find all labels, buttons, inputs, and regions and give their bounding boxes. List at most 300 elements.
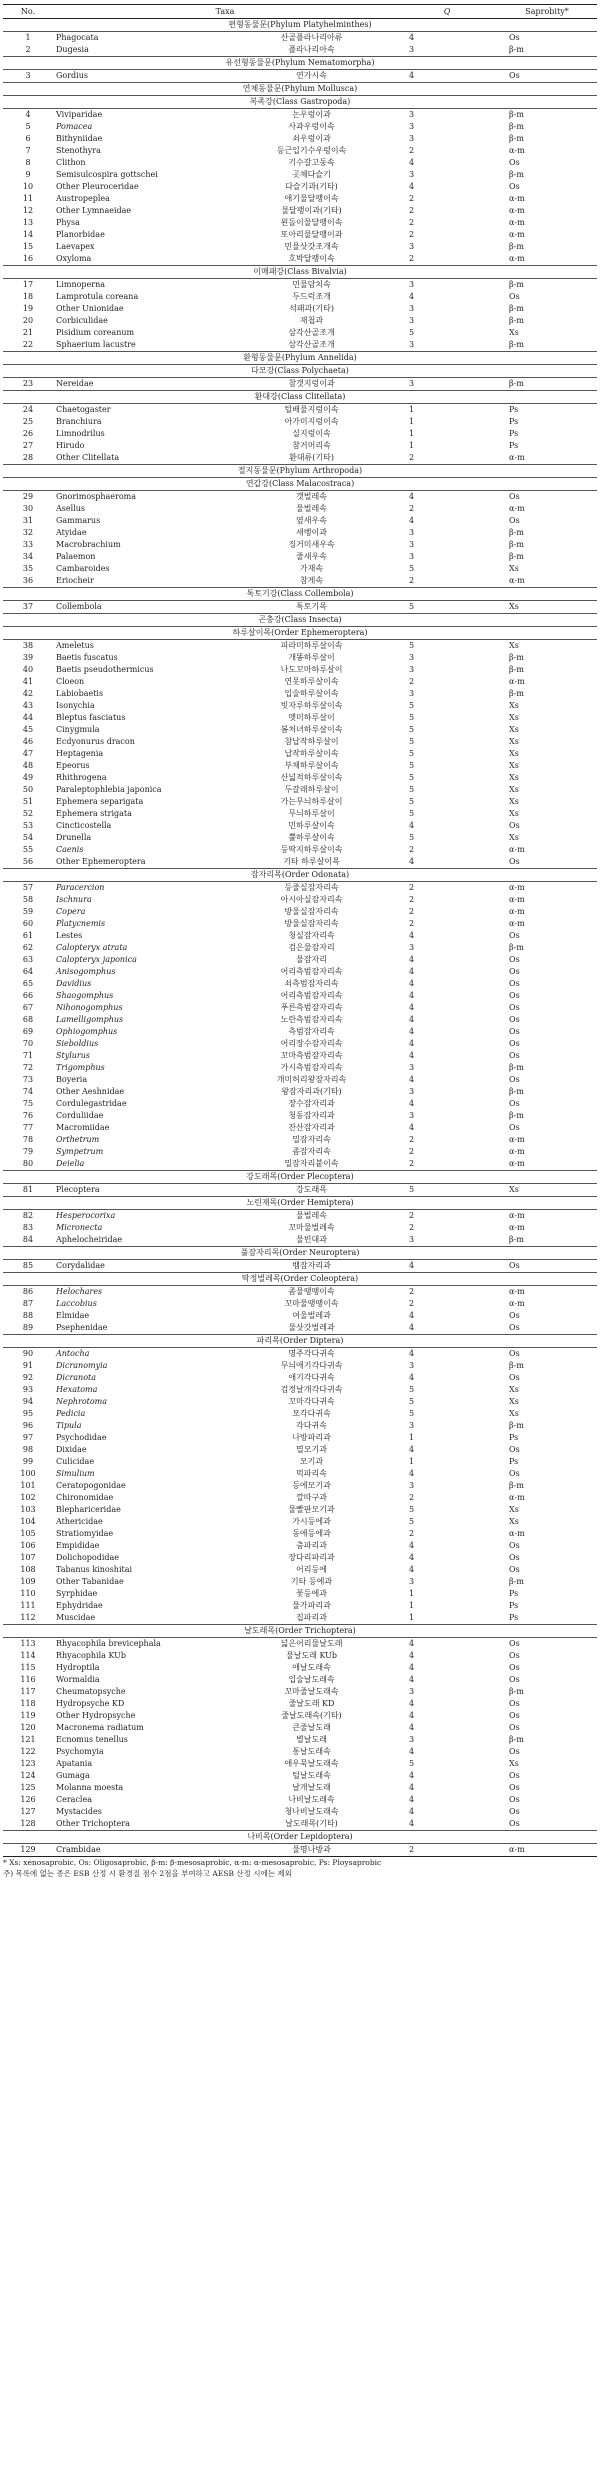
saprobity-class: Xs [509, 785, 519, 794]
table-row [3, 145, 597, 157]
table-row [3, 133, 597, 145]
table-row [3, 990, 597, 1002]
taxon-korean-name: 강도래목 [296, 1185, 327, 1194]
table-row [3, 1818, 597, 1831]
taxon-scientific-name: Calopteryx atrata [56, 943, 128, 952]
saprobity-class: Ps [509, 1589, 519, 1598]
table-row [3, 1758, 597, 1770]
taxon-scientific-name: Eriocheir [56, 576, 94, 585]
taxon-scientific-name: Gumaga [56, 1771, 90, 1780]
taxon-korean-name: 민물담치속 [292, 280, 331, 289]
quality-score: 5 [409, 564, 415, 573]
taxon-korean-name: 검정날개각다귀속 [280, 1385, 343, 1394]
table-row [3, 978, 597, 990]
saprobity-class: Os [509, 292, 520, 301]
table-row [3, 327, 597, 339]
quality-score: 5 [409, 1517, 415, 1526]
taxon-scientific-name: Bithyniidae [56, 134, 103, 143]
row-number: 68 [22, 1015, 34, 1024]
row-number: 81 [22, 1185, 34, 1194]
group-title: 톡토기강(Class Collembola) [3, 588, 597, 601]
table-row [3, 1734, 597, 1746]
group-title: 환대강(Class Clitellata) [3, 391, 597, 404]
table-row [3, 1184, 597, 1197]
taxon-scientific-name: Psephenidae [56, 1323, 108, 1332]
saprobity-class: Os [509, 33, 520, 42]
row-number: 110 [20, 1589, 36, 1598]
taxon-korean-name: 산골플라나리아류 [280, 33, 343, 42]
taxon-scientific-name: Sympetrum [56, 1147, 104, 1156]
table-row [3, 1444, 597, 1456]
row-number: 51 [22, 797, 34, 806]
taxon-korean-name: 장수잠자리과 [288, 1099, 335, 1108]
taxon-korean-name: 밀잠자리붙이속 [284, 1159, 339, 1168]
table-row [3, 1234, 597, 1247]
table-row [3, 1432, 597, 1444]
table-row [3, 1110, 597, 1122]
row-number: 64 [22, 967, 34, 976]
group-header-row [3, 83, 597, 96]
row-number: 124 [20, 1771, 36, 1780]
quality-score: 2 [409, 218, 415, 227]
saprobity-class: β-m [509, 689, 524, 698]
taxon-scientific-name: Trigomphus [56, 1063, 105, 1072]
saprobity-class: β-m [509, 1687, 524, 1696]
quality-score: 4 [409, 1099, 415, 1108]
table-row [3, 121, 597, 133]
quality-score: 4 [409, 979, 415, 988]
saprobity-class: Os [509, 1819, 520, 1828]
taxon-korean-name: 호박달팽이속 [288, 254, 335, 263]
taxon-korean-name: 환대류(기타) [289, 453, 334, 462]
group-header-row [3, 57, 597, 70]
table-row [3, 1026, 597, 1038]
table-row [3, 303, 597, 315]
taxon-korean-name: 여울벌레과 [292, 1311, 331, 1320]
row-number: 66 [22, 991, 34, 1000]
saprobity-class: α-m [509, 576, 525, 585]
taxon-scientific-name: Macronema radiatum [56, 1723, 144, 1732]
taxon-korean-name: 방울실잠자리속 [284, 907, 339, 916]
row-number: 79 [22, 1147, 34, 1156]
taxon-scientific-name: Hesperocorixa [56, 1211, 116, 1220]
quality-score: 3 [409, 689, 415, 698]
saprobity-class: Os [509, 1723, 520, 1732]
row-number: 97 [22, 1433, 34, 1442]
taxon-scientific-name: Pedicia [56, 1409, 86, 1418]
taxon-korean-name: 민물삿갓조개속 [284, 242, 339, 251]
saprobity-class: α-m [509, 453, 525, 462]
saprobity-class: Os [509, 182, 520, 191]
quality-score: 4 [409, 1795, 415, 1804]
row-number: 45 [22, 725, 34, 734]
taxon-korean-name: 참게속 [299, 576, 324, 585]
taxon-scientific-name: Caenis [56, 845, 84, 854]
taxon-scientific-name: Other Tabanidae [56, 1577, 124, 1586]
quality-score: 3 [409, 379, 415, 388]
quality-score: 1 [409, 417, 415, 426]
quality-score: 2 [409, 206, 415, 215]
row-number: 96 [22, 1421, 34, 1430]
taxon-scientific-name: Stratiomyidae [56, 1529, 114, 1538]
table-row [3, 1770, 597, 1782]
taxon-scientific-name: Lestes [56, 931, 83, 940]
taxon-korean-name: 좀잠자리속 [292, 1147, 331, 1156]
row-number: 18 [22, 292, 34, 301]
row-number: 24 [22, 405, 34, 414]
quality-score: 4 [409, 1051, 415, 1060]
saprobity-class: β-m [509, 1481, 524, 1490]
taxon-scientific-name: Ceraclea [56, 1795, 92, 1804]
table-row [3, 652, 597, 664]
taxon-korean-name: 입술하루살이속 [284, 689, 339, 698]
row-number: 114 [20, 1651, 36, 1660]
table-row [3, 1286, 597, 1299]
table-row [3, 1552, 597, 1564]
saprobity-class: Os [509, 979, 520, 988]
saprobity-class: Os [509, 1123, 520, 1132]
table-row [3, 1310, 597, 1322]
quality-score: 5 [409, 833, 415, 842]
taxon-korean-name: 두드럭조개 [292, 292, 331, 301]
saprobity-class: Ps [509, 1601, 519, 1610]
row-number: 17 [22, 280, 34, 289]
taxon-scientific-name: Other Lymnaeidae [56, 206, 132, 215]
saprobity-class: Xs [509, 641, 519, 650]
taxon-korean-name: 등딱지하루살이속 [280, 845, 343, 854]
taxon-korean-name: 가시측범잠자리속 [280, 1063, 343, 1072]
table-row [3, 1146, 597, 1158]
taxon-scientific-name: Tabanus kinoshitai [56, 1565, 133, 1574]
quality-score: 4 [409, 1699, 415, 1708]
saprobity-class: Xs [509, 809, 519, 818]
taxon-scientific-name: Nereidae [56, 379, 94, 388]
taxon-scientific-name: Ephemera separigata [56, 797, 144, 806]
quality-score: 5 [409, 713, 415, 722]
row-number: 13 [22, 218, 34, 227]
table-row [3, 942, 597, 954]
taxon-korean-name: 물빨판모기과 [288, 1505, 335, 1514]
saprobity-class: α-m [509, 218, 525, 227]
taxon-korean-name: 모각다귀속 [292, 1409, 331, 1418]
row-number: 56 [22, 857, 34, 866]
group-header-row [3, 869, 597, 882]
taxon-scientific-name: Sieboldius [56, 1039, 99, 1048]
taxon-scientific-name: Rhyacophila brevicephala [56, 1639, 161, 1648]
taxon-korean-name: 갯벌레속 [296, 492, 327, 501]
taxon-scientific-name: Corbiculidae [56, 316, 108, 325]
taxon-scientific-name: Psychomyia [56, 1747, 104, 1756]
row-number: 82 [22, 1211, 34, 1220]
taxon-korean-name: 어리장수잠자리속 [280, 1039, 343, 1048]
saprobity-class: Xs [509, 797, 519, 806]
quality-score: 3 [409, 340, 415, 349]
row-number: 123 [20, 1759, 36, 1768]
taxon-scientific-name: Chironomidae [56, 1493, 114, 1502]
table-row [3, 315, 597, 327]
table-row [3, 1210, 597, 1223]
taxon-korean-name: 물날도래 KUb [286, 1651, 338, 1660]
table-row [3, 1674, 597, 1686]
row-number: 121 [20, 1735, 36, 1744]
quality-score: 2 [409, 919, 415, 928]
taxon-scientific-name: Aphelocheiridae [56, 1235, 123, 1244]
saprobity-class: β-m [509, 304, 524, 313]
table-row [3, 1576, 597, 1588]
group-title: 유선형동물문(Phylum Nematomorpha) [3, 57, 597, 70]
table-row [3, 1050, 597, 1062]
taxon-korean-name: 봄처녀하루살이속 [280, 725, 343, 734]
quality-score: 4 [409, 71, 415, 80]
taxon-korean-name: 물삿갓벌레과 [288, 1323, 335, 1332]
table-row [3, 563, 597, 575]
table-row [3, 1322, 597, 1335]
row-number: 103 [20, 1505, 36, 1514]
table-row [3, 844, 597, 856]
quality-score: 1 [409, 1433, 415, 1442]
table-row [3, 1588, 597, 1600]
row-number: 87 [22, 1299, 34, 1308]
quality-score: 5 [409, 1409, 415, 1418]
saprobity-class: α-m [509, 1299, 525, 1308]
quality-score: 2 [409, 1211, 415, 1220]
quality-score: 4 [409, 967, 415, 976]
saprobity-class: Os [509, 1373, 520, 1382]
group-header-row [3, 627, 597, 640]
taxon-scientific-name: Ceratopogonidae [56, 1481, 126, 1490]
saprobity-class: α-m [509, 919, 525, 928]
taxon-scientific-name: Sphaerium lacustre [56, 340, 136, 349]
taxon-scientific-name: Simulium [56, 1469, 95, 1478]
table-row [3, 1564, 597, 1576]
quality-score: 5 [409, 1397, 415, 1406]
taxon-korean-name: 왕잠자리과(기타) [281, 1087, 342, 1096]
quality-score: 4 [409, 1639, 415, 1648]
taxon-scientific-name: Helochares [56, 1287, 103, 1296]
group-title: 환형동물문(Phylum Annelida) [3, 352, 597, 365]
table-row [3, 229, 597, 241]
row-number: 22 [22, 340, 34, 349]
taxon-korean-name: 방울실잠자리속 [284, 919, 339, 928]
table-row [3, 712, 597, 724]
quality-score: 4 [409, 955, 415, 964]
quality-score: 1 [409, 1589, 415, 1598]
saprobity-class: Ps [509, 441, 519, 450]
saprobity-class: α-m [509, 1135, 525, 1144]
taxon-korean-name: 나비날도래속 [288, 1795, 335, 1804]
taxon-scientific-name: Antocha [56, 1349, 90, 1358]
taxon-korean-name: 개똥하루살이 [288, 653, 335, 662]
table-row [3, 664, 597, 676]
quality-score: 5 [409, 749, 415, 758]
row-number: 58 [22, 895, 34, 904]
group-title: 나비목(Order Lepidoptera) [3, 1831, 597, 1844]
taxon-scientific-name: Cloeon [56, 677, 85, 686]
quality-score: 3 [409, 45, 415, 54]
saprobity-class: α-m [509, 907, 525, 916]
row-number: 105 [20, 1529, 36, 1538]
taxon-korean-name: 톡토기목 [296, 602, 327, 611]
row-number: 89 [22, 1323, 34, 1332]
taxon-scientific-name: Stenothyra [56, 146, 101, 155]
table-row [3, 241, 597, 253]
quality-score: 3 [409, 1361, 415, 1370]
quality-score: 4 [409, 158, 415, 167]
taxon-korean-name: 기타 하루살이목 [283, 857, 340, 866]
taxon-scientific-name: Gammarus [56, 516, 101, 525]
row-number: 55 [22, 845, 34, 854]
row-number: 117 [20, 1687, 36, 1696]
taxon-scientific-name: Hexatoma [56, 1385, 98, 1394]
row-number: 116 [20, 1675, 36, 1684]
row-number: 69 [22, 1027, 34, 1036]
row-number: 14 [22, 230, 34, 239]
row-number: 72 [22, 1063, 34, 1072]
taxon-scientific-name: Dugesia [56, 45, 89, 54]
taxon-scientific-name: Austropeplea [56, 194, 110, 203]
quality-score: 4 [409, 1807, 415, 1816]
saprobity-class: Os [509, 1783, 520, 1792]
taxon-korean-name: 입술날도래속 [288, 1675, 335, 1684]
quality-score: 1 [409, 1601, 415, 1610]
table-row [3, 404, 597, 417]
quality-score: 4 [409, 292, 415, 301]
taxon-korean-name: 줄새우속 [296, 552, 327, 561]
taxon-korean-name: 아가미지렁이속 [284, 417, 339, 426]
table-row [3, 906, 597, 918]
taxon-korean-name: 큰줄날도래 [292, 1723, 331, 1732]
row-number: 9 [25, 170, 31, 179]
taxon-scientific-name: Cheumatopsyche [56, 1687, 126, 1696]
row-number: 11 [22, 194, 34, 203]
taxon-scientific-name: Ophiogomphus [56, 1027, 118, 1036]
taxon-scientific-name: Phagocata [56, 33, 99, 42]
saprobity-class: Os [509, 955, 520, 964]
row-number: 120 [20, 1723, 36, 1732]
row-number: 32 [22, 528, 34, 537]
taxon-scientific-name: Ecdyonurus dracon [56, 737, 135, 746]
taxon-scientific-name: Cordulegastridae [56, 1099, 127, 1108]
saprobity-class: Os [509, 1651, 520, 1660]
table-row [3, 1014, 597, 1026]
taxon-scientific-name: Dixidae [56, 1445, 87, 1454]
taxon-korean-name: 재첩과 [299, 316, 324, 325]
taxon-scientific-name: Shaogomphus [56, 991, 114, 1000]
saprobity-class: α-m [509, 1287, 525, 1296]
quality-score: 5 [409, 725, 415, 734]
saprobity-class: α-m [509, 1493, 525, 1502]
row-number: 48 [22, 761, 34, 770]
table-row [3, 416, 597, 428]
row-number: 49 [22, 773, 34, 782]
quality-score: 4 [409, 1771, 415, 1780]
group-title: 하루살이목(Order Ephemeroptera) [3, 627, 597, 640]
saprobity-class: Xs [509, 1385, 519, 1394]
saprobity-class: α-m [509, 504, 525, 513]
table-row [3, 772, 597, 784]
quality-score: 2 [397, 1844, 497, 1857]
taxon-scientific-name: Macromiidae [56, 1123, 110, 1132]
taxon-scientific-name: Laccobius [56, 1299, 97, 1308]
quality-score: 4 [409, 1123, 415, 1132]
saprobity-class: β-m [509, 170, 524, 179]
taxon-scientific-name: Drunella [56, 833, 92, 842]
table-row [3, 575, 597, 588]
table-row [3, 1638, 597, 1651]
quality-score: 4 [409, 1651, 415, 1660]
saprobity-class: Os [509, 516, 520, 525]
quality-score: 4 [409, 1015, 415, 1024]
quality-score: 2 [409, 1147, 415, 1156]
taxon-korean-name: 물잠자리 [296, 955, 327, 964]
quality-score: 3 [409, 1481, 415, 1490]
quality-score: 4 [409, 1723, 415, 1732]
taxon-korean-name: 납작하루살이속 [284, 749, 339, 758]
row-number: 101 [20, 1481, 36, 1490]
taxon-scientific-name: Orthetrum [56, 1135, 100, 1144]
row-number: 112 [20, 1613, 36, 1622]
table-row [3, 1074, 597, 1086]
taxon-korean-name: 꼬마물벌레속 [288, 1223, 335, 1232]
row-number: 76 [22, 1111, 34, 1120]
row-number: 20 [22, 316, 34, 325]
row-number: 107 [20, 1553, 36, 1562]
quality-score: 3 [409, 122, 415, 131]
table-row [3, 1528, 597, 1540]
row-number: 4 [25, 110, 31, 119]
footnote-legend: * Xs: xenosaprobic, Os: Oligosaprobic, β-m: β-mesosaprobic, α-m: α-mesosaprobic, Ps: Ploysaprobic [3, 1858, 382, 1867]
table-row [3, 640, 597, 653]
table-row [3, 1360, 597, 1372]
saprobity-class: Os [509, 1747, 520, 1756]
table-row [3, 1600, 597, 1612]
table-row [3, 193, 597, 205]
saprobity-class: Ps [509, 405, 519, 414]
taxon-korean-name: 기타 등에과 [290, 1577, 333, 1586]
quality-score: 4 [409, 1445, 415, 1454]
row-number: 126 [20, 1795, 36, 1804]
taxon-scientific-name: Dicranota [56, 1373, 96, 1382]
table-row [3, 1062, 597, 1074]
group-title: 이매패강(Class Bivalvia) [3, 266, 597, 279]
row-number: 122 [20, 1747, 36, 1756]
row-number: 41 [22, 677, 34, 686]
taxon-scientific-name: Anisogomphus [56, 967, 116, 976]
row-number: 29 [22, 492, 34, 501]
quality-score: 4 [409, 33, 415, 42]
table-row [3, 452, 597, 465]
saprobity-class: β-m [509, 1111, 524, 1120]
saprobity-class: Os [509, 1699, 520, 1708]
saprobity-class: Os [509, 1639, 520, 1648]
row-number: 106 [20, 1541, 36, 1550]
taxon-scientific-name: Other Clitellata [56, 453, 120, 462]
quality-score: 3 [409, 1235, 415, 1244]
taxon-korean-name: 삼각산골조개 [288, 328, 335, 337]
row-number: 104 [20, 1517, 36, 1526]
row-number: 93 [22, 1385, 34, 1394]
saprobity-class: β-m [509, 943, 524, 952]
group-header-row [3, 1831, 597, 1844]
table-row [3, 1002, 597, 1014]
row-number: 46 [22, 737, 34, 746]
saprobity-class: Xs [509, 1517, 519, 1526]
table-row [3, 1504, 597, 1516]
table-row [3, 894, 597, 906]
quality-score: 4 [409, 1541, 415, 1550]
saprobity-class: Os [509, 1795, 520, 1804]
group-title: 곤충강(Class Insecta) [3, 614, 597, 627]
